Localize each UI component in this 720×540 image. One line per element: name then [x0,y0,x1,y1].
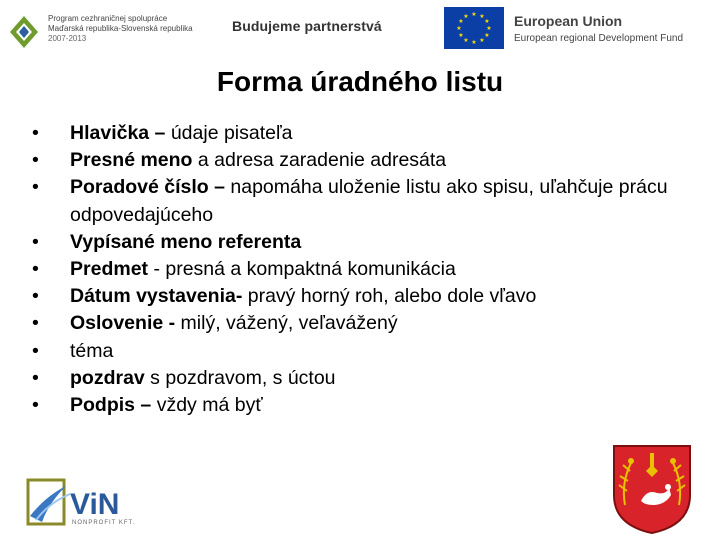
bullet-dot-icon: • [32,258,39,281]
bullet-dot-icon: • [32,312,39,335]
bullet-dot-icon: • [32,149,39,172]
vin-logo [26,476,146,528]
vin-logo-text: ViN [70,488,120,521]
slide-title: Forma úradného listu [216,66,504,97]
svg-text:★: ★ [458,18,464,25]
bullet-text: a adresa zaradenie adresáta [192,149,447,172]
bullet-bold: Presné meno [70,149,193,172]
program-line-1: Program cezhraničnej spolupráce [48,14,168,23]
bullet-bold: Predmet [70,258,149,281]
bullet-bold: Poradové číslo – [70,176,225,199]
bullet-item [30,338,670,365]
bullet-dot-icon: • [32,122,39,144]
svg-text:★: ★ [479,13,485,20]
svg-text:★: ★ [479,37,485,44]
bullet-dot-icon: • [32,285,39,308]
bullet-dot-icon: • [32,339,39,362]
bullet-item [30,229,670,256]
bullet-bold: Oslovenie - [70,312,176,335]
svg-text:★: ★ [484,18,490,25]
program-emblem-icon [8,12,42,52]
svg-text:★: ★ [471,11,477,18]
program-logo-text [48,14,193,44]
svg-text:★: ★ [463,37,469,44]
bullet-dot-icon: • [32,366,39,389]
bullet-text: vždy má byť [151,394,263,417]
bullet-item [30,310,670,337]
bullet-dot-icon: • [32,230,39,253]
svg-text:★: ★ [456,25,462,32]
eu-title: European Union [514,13,623,29]
bullet-item [30,120,670,147]
bullet-text: pravý horný roh, alebo dole vľavo [242,285,537,308]
header [0,0,720,60]
eu-flag-icon [444,7,504,49]
program-years: 2007-2013 [48,34,87,43]
bullet-text: s pozdravom, s úctou [144,366,336,389]
bullet-bold: Podpis – [70,394,152,417]
bullet-bold: Hlavička – [70,122,166,144]
bullet-dot-icon: • [32,176,39,199]
svg-text:★: ★ [484,32,490,39]
bullet-text: napomáha uloženie listu ako spisu, uľahčuje prácu odpovedajúceho [70,176,668,226]
vin-logo-subtext: NONPROFIT KFT. [72,520,136,526]
svg-text:★: ★ [486,25,492,32]
bullet-item [30,174,670,228]
bullet-text: téma [70,339,114,362]
eu-text [514,13,683,46]
bullet-dot-icon: • [32,394,39,417]
bullet-bold: pozdrav [70,366,145,389]
bullet-bold: Vypísané meno referenta [70,230,302,253]
bullet-item [30,365,670,392]
bullet-item [30,147,670,174]
bullet-list [30,120,670,419]
bullet-item [30,392,670,419]
bullet-item [30,283,670,310]
bullet-text: - presná a kompaktná komunikácia [148,258,456,281]
eu-subtitle: European regional Development Fund [514,33,683,44]
program-logo [8,10,213,58]
svg-text:★: ★ [463,13,469,20]
svg-text:★: ★ [471,39,477,46]
bullet-item [30,256,670,283]
svg-text:★: ★ [458,32,464,39]
bullet-bold: Dátum vystavenia- [70,285,243,308]
bullet-text: údaje pisateľa [165,122,293,144]
program-line-2: Maďarská republika-Slovenská republika [48,24,193,33]
slogan: Budujeme partnerstvá [232,18,382,34]
vin-swoosh-icon [30,486,66,522]
bullet-text: milý, vážený, veľavážený [175,312,398,335]
coat-of-arms-icon [611,443,693,535]
